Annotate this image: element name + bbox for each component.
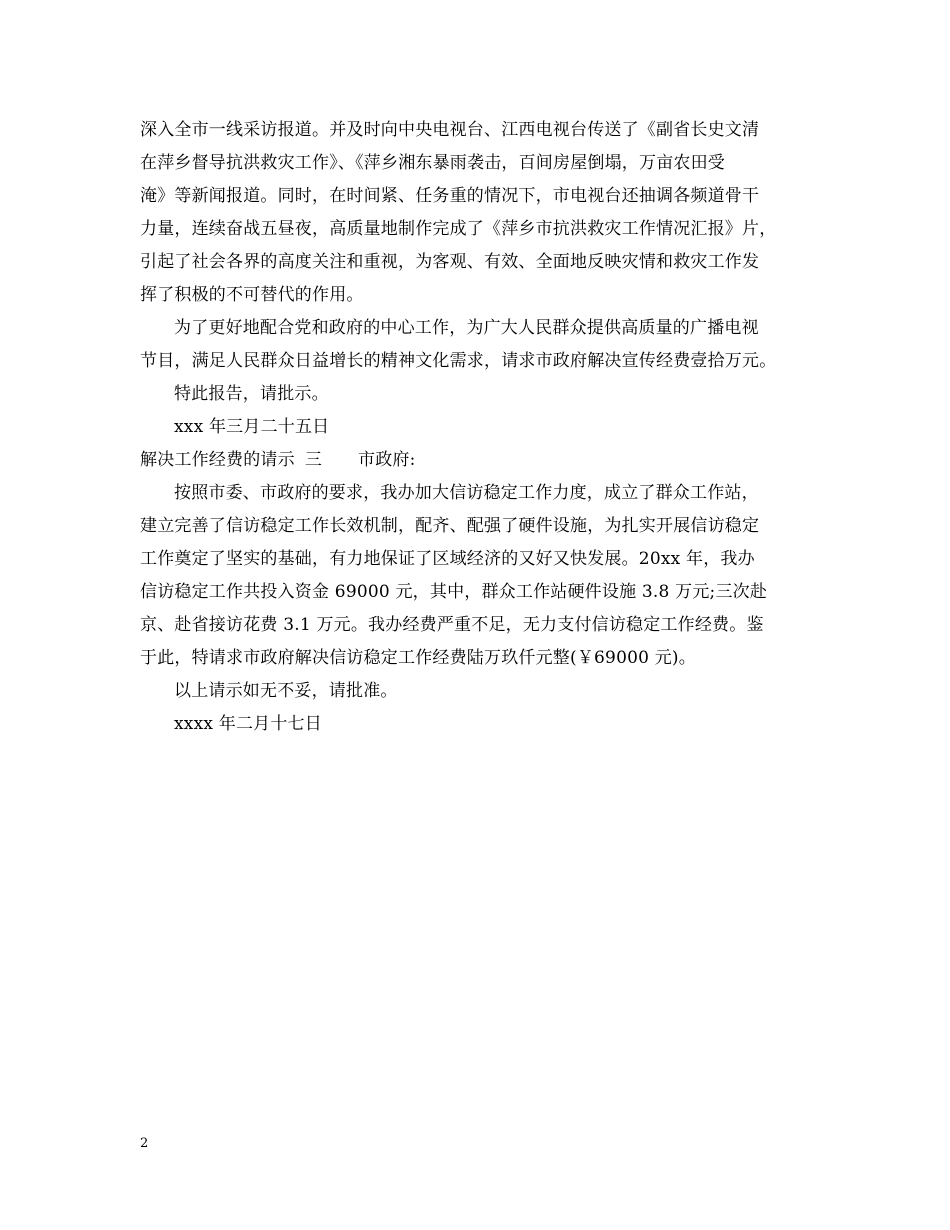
request-addressee: 市政府:: [358, 450, 416, 470]
report-date: xxx 年三月二十五日: [174, 417, 330, 437]
paragraph-line: 京、赴省接访花费 3.1 万元。我办经费严重不足，无力支付信访稳定工作经费。鉴: [140, 615, 764, 635]
request-title: 解决工作经费的请示: [140, 450, 295, 470]
paragraph-line: 节目，满足人民群众日益增长的精神文化需求，请求市政府解决宣传经费壹拾万元。: [140, 351, 777, 371]
paragraph-line: 在萍乡督导抗洪救灾工作》、《萍乡湘东暴雨袭击，百间房屋倒塌，万亩农田受: [140, 153, 725, 173]
request-number: 三: [304, 450, 323, 470]
closing-remark: 特此报告，请批示。: [174, 384, 329, 404]
page-number: 2: [140, 1136, 149, 1151]
paragraph-line: 挥了积极的不可替代的作用。: [140, 285, 364, 305]
paragraph-line: 按照市委、市政府的要求，我办加大信访稳定工作力度，成立了群众工作站，: [174, 483, 759, 503]
paragraph-line: 信访稳定工作共投入资金 69000 元，其中，群众工作站硬件设施 3.8 万元;三次赴: [140, 582, 768, 602]
request-date: xxxx 年二月十七日: [174, 714, 322, 734]
paragraph-line: 引起了社会各界的高度关注和重视，为客观、有效、全面地反映灾情和救灾工作发: [140, 252, 760, 272]
paragraph-line: 建立完善了信访稳定工作长效机制，配齐、配强了硬件设施，为扎实开展信访稳定: [140, 516, 760, 536]
paragraph-line: 为了更好地配合党和政府的中心工作，为广大人民群众提供高质量的广播电视: [174, 318, 759, 338]
paragraph-line: 力量，连续奋战五昼夜，高质量地制作完成了《萍乡市抗洪救灾工作情况汇报》片，: [140, 219, 777, 239]
paragraph-line: 深入全市一线采访报道。并及时向中央电视台、江西电视台传送了《副省长史文清: [140, 120, 760, 140]
paragraph-line: 于此，特请求市政府解决信访稳定工作经费陆万玖仟元整(￥69000 元)。: [140, 648, 696, 668]
paragraph-line: 工作奠定了坚实的基础，有力地保证了区域经济的又好又快发展。20xx 年，我办: [140, 549, 755, 569]
request-heading: [140, 444, 820, 477]
closing-remark: 以上请示如无不妥，请批准。: [174, 681, 398, 701]
paragraph-line: 淹》等新闻报道。同时，在时间紧、任务重的情况下，市电视台还抽调各频道骨干: [140, 186, 760, 206]
document-body: [140, 114, 820, 741]
